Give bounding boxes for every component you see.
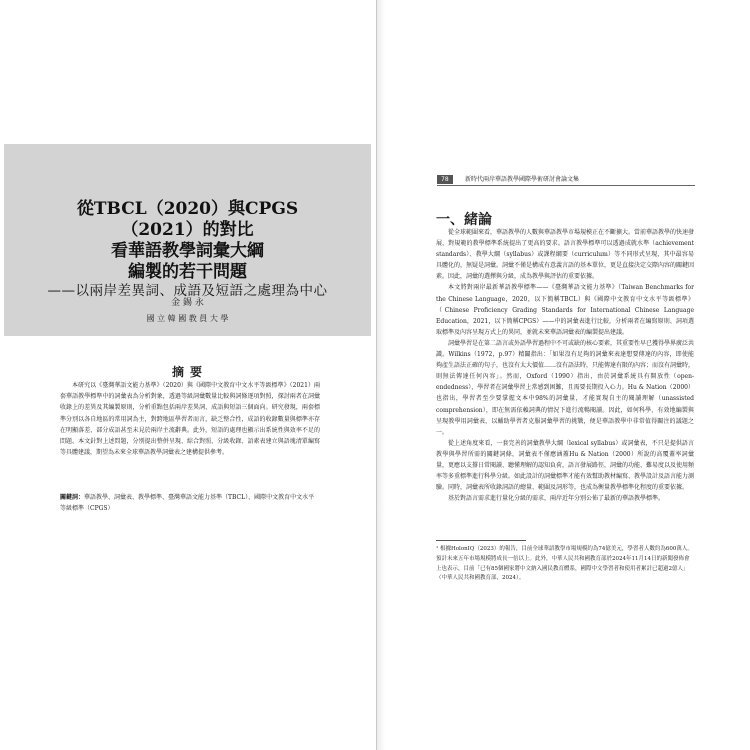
paper-title-line-4: 編製的若干問題 (128, 262, 247, 282)
keywords (60, 492, 320, 514)
running-header (437, 174, 695, 186)
paper-title-line-3: 看華語教學詞彙大綱 (111, 241, 264, 261)
author-name: 金 錫 永 (171, 298, 204, 308)
gutter-shadow (377, 0, 385, 750)
paragraph: 基於對語言需求進行量化分級的需求，兩岸近年分別公佈了最新的華語教學標準。 (448, 495, 665, 503)
paragraph: 詞彙學習是在第二語言或外語學習過程中不可或缺的核心要素，其重要性早已獲得學界廣泛共識。Wilkins（1972，p.97）精闢指出：「如果沒有足夠的詞彙來表達想要傳達的內容，即使能夠產生語法正確的句子，也沒有太大價值……沒有語法時，只能傳達有限的內容；而沒有詞彙時，則無法傳達任何內容」。然而，Oxford（1990）指出，由於詞彙系統具有開放性（open-endedness），學習者在詞彙學習上常感到困難，且需要長期投入心力。Hu & Nation（2000）也指出，學習者至少要掌握文本中98%的詞彙量，才能實現自主的閱讀理解（unassisted comprehension），即在無需依賴詞典的情況下進行流暢閱讀。因此，如何科學、有效地編製與呈現教學用詞彙表，以輔助學習者克服詞彙學習的挑戰，便是華語教學中非常值得關注的議題之一。 (436, 339, 695, 436)
keywords-label: 關鍵詞： (60, 494, 85, 501)
keywords-text: 華語教學、詞彙表、教學標準、臺灣華語文能力基準（TBCL）、國際中文教育中文水平等級標準（CPGS） (60, 494, 315, 512)
footnote: ¹ 根據HolonIQ（2023）的報告，目前全球華語教學市場規模約為74億美元，學習者人數約為600萬人。預計未來五年市場規模將成長一倍以上。此外，中華人民共和國教育部於2024年11月14日的新聞發佈會上也表示，目前「已有85個國家將中文納入國民教育體系，國際中文學習者和使用者累計已超過2億人」（中華人民共和國教育部，2024）。 (436, 546, 693, 582)
paragraph: 從上述角度來看，一套完善的詞彙教學大綱（lexical syllabus）或詞彙表，不只是提供語言教學與學習所需的關鍵詞條，詞彙表不僅應涵蓋Hu & Nation（2000）所說的高覆蓋率詞彙量，更應以支撐日常閱讀、聽懂理解的認知負荷，語言發展路徑，詞彙的功能、難易度以及使用頻率等多重標準進行科學分級。如此設計的詞彙標準才能有效幫助教材編寫、教學設計及語言能力測驗。同時，詞彙表所收錄詞語的總量、範圍及詞形等，也成為衡量教學標準化程度的重要依據。 (436, 439, 695, 492)
section-heading: 一、緒論 (436, 212, 492, 228)
paper-title-line-1: 從TBCL（2020）與CPGS (76, 199, 299, 219)
paper-subtitle: ——以兩岸差異詞、成語及短語之處理為中心 (47, 283, 328, 299)
paragraph: 本文將對兩岸最新華語教學標準——《臺灣華語文能力基準》（Taiwan Benchmarks for the Chinese Language，2020，以下簡稱TBCL）與《國際中文教育中文水平等級標準》（Chinese Proficiency Grading Standards for International Chinese Language Education，2021，以下簡稱CPGS）——中的詞彙表進行比較，分析兩者在編寫原則、詞項選取標準及內容呈現方式上的異同，並就未來華語詞彙表的編製提出建議。 (436, 284, 694, 336)
abstract-heading: 摘要 (171, 365, 208, 379)
running-head-title: 新時代兩岸華語教學國際學術研討會論文集 (465, 176, 580, 183)
author-affiliation: 國 立 韓 國 教 員 大 學 (146, 314, 229, 323)
abstract-body: 本研究以《臺灣華語文能力基準》（2020）與《國際中文教育中文水平等級標準》（2021）兩套華語教學標準中的詞彙表為分析對象，透過等級詞彙數量比較與詞條逐項對照，探討兩者在詞彙收錄上的差異及其編製原則，分析重點包括兩岸差異詞、成語與短語三個面向。研究發現，兩套標準分別以各自地區的常用詞為主，對跨地區學習者而言，缺乏整合性，成語的收錄數量與標準亦存在明顯落差，部分成語甚至未見於兩岸主流辭典。此外，短語的處理也顯示出系統性與效率不足的問題。本文針對上述問題，分別提出整併呈現、綜合對照、分級收錄、語素表建立與語塊清單編寫等具體建議，期望為未來全球華語教學詞彙表之建構提供參考。 (60, 382, 320, 457)
paper-title-line-2: （2021）的對比 (121, 220, 254, 240)
footnote-rule (436, 540, 526, 541)
page-number: 78 (437, 175, 453, 184)
section-body (436, 227, 694, 504)
paragraph: 從全球範圍來看，華語教學的人數與華語教學市場規模正在不斷擴大。當前華語教學的快速發展，對規範的教學標準系統提出了更高的要求。語言教學標準可以透過成就水準（achievement standards）、教學大綱（syllabus）或課程綱要（curriculum）等不同形式呈現，其中最容易具體化的，無疑是詞彙。詞彙不僅是構成有意義言語的基本單位，更是直接決定交際內容的關鍵因素。因此，詞彙的選擇與分級，成為教學與評估的重要依據。 (436, 229, 695, 281)
